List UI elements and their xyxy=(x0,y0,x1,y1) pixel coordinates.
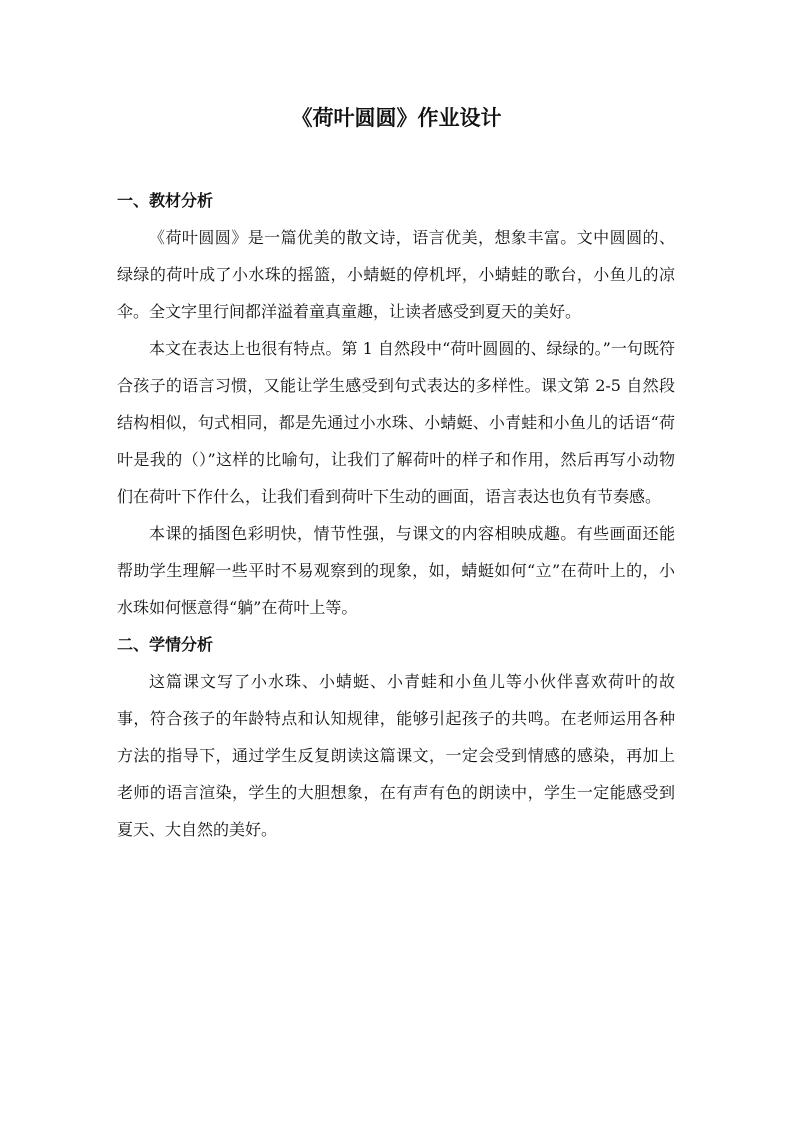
section-textbook-analysis xyxy=(117,182,675,626)
paragraph: 本课的插图色彩明快，情节性强，与课文的内容相映成趣。有些画面还能帮助学生理解一些平时不易观察到的现象，如，蜻蜓如何“立”在荷叶上的，小水珠如何惬意得“躺”在荷叶上等。 xyxy=(117,524,675,617)
section-heading: 一、教材分析 xyxy=(117,191,214,210)
document-body xyxy=(117,182,675,848)
document-title: 《荷叶圆圆》作业设计 xyxy=(291,106,502,130)
paragraph: 《荷叶圆圆》是一篇优美的散文诗，语言优美，想象丰富。文中圆圆的、绿绿的荷叶成了小水珠的摇篮，小蜻蜓的停机坪，小蜻蛙的歌台，小鱼儿的凉伞。全文字里行间都洋溢着童真童趣，让读者感受到夏天的美好。 xyxy=(117,228,675,321)
paragraph: 这篇课文写了小水珠、小蜻蜓、小青蛙和小鱼儿等小伙伴喜欢荷叶的故事，符合孩子的年龄特点和认知规律，能够引起孩子的共鸣。在老师运用各种方法的指导下，通过学生反复朗读这篇课文，一定会受到情感的感染，再加上老师的语言渲染，学生的大胆想象，在有声有色的朗读中，学生一定能感受到夏天、大自然的美好。 xyxy=(117,672,675,839)
paragraph: 本文在表达上也很有特点。第 1 自然段中“荷叶圆圆的、绿绿的。”一句既符合孩子的语言习惯，又能让学生感受到句式表达的多样性。课文第 2-5 自然段结构相似，句式相同，都是先通过小水珠、小蜻蜓、小青蛙和小鱼儿的话语“荷叶是我的（）”这样的比喻句，让我们了解荷叶的样子和作用，然后再写小动物们在荷叶下作什么，让我们看到荷叶下生动的画面，语言表达也负有节奏感。 xyxy=(117,339,675,506)
section-student-analysis xyxy=(117,626,675,848)
section-heading: 二、学情分析 xyxy=(117,635,214,654)
